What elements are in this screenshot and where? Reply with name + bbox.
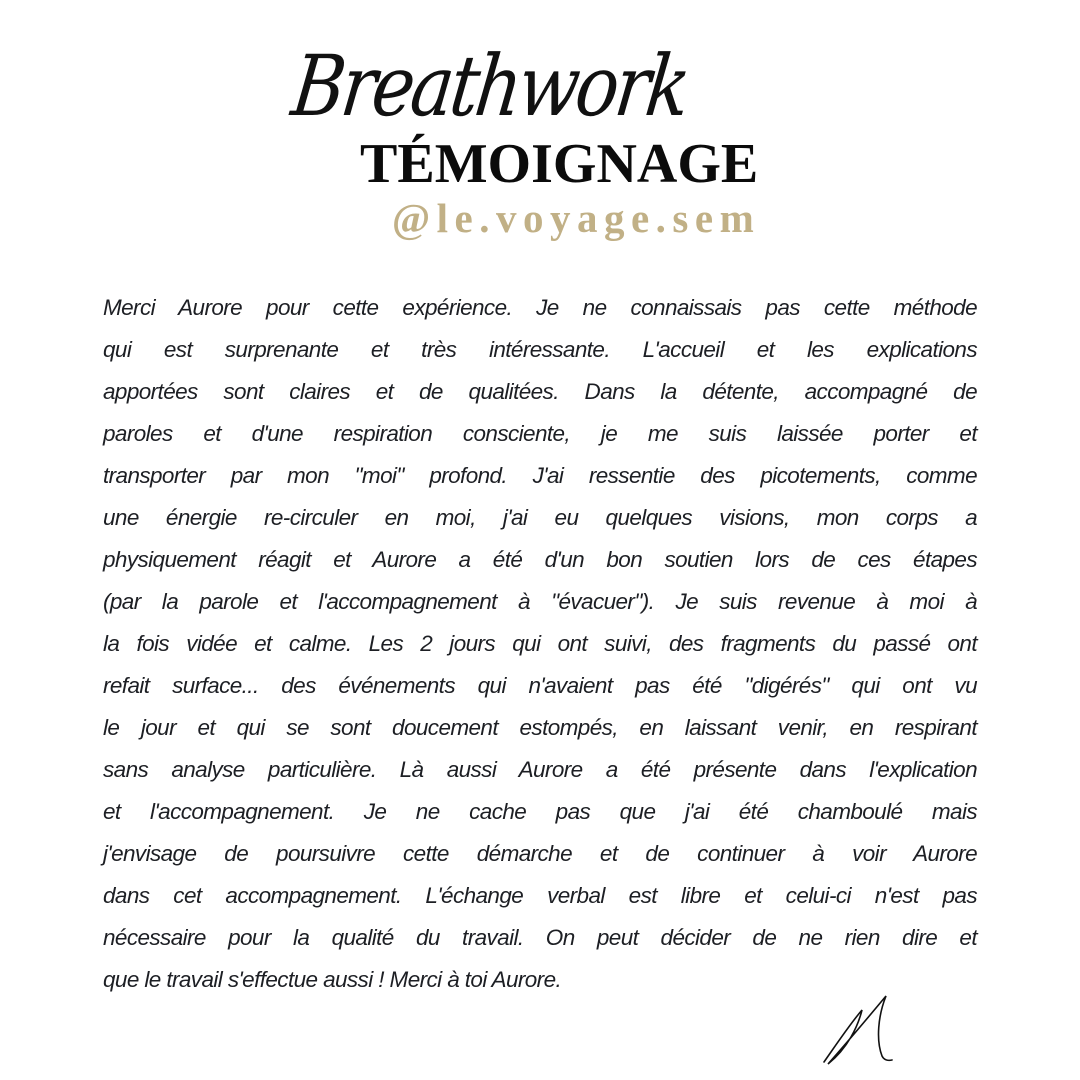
text-line: paroles et d'une respiration consciente, je me suis laissée porter et — [103, 421, 977, 446]
text-line: physiquement réagit et Aurore a été d'un bon soutien lors de ces étapes — [103, 547, 977, 572]
text-line: refait surface... des événements qui n'avaient pas été "digérés" qui ont vu — [103, 673, 977, 698]
text-line: une énergie re-circuler en moi, j'ai eu quelques visions, mon corps a — [103, 505, 977, 530]
instagram-handle: @le.voyage.sem — [392, 195, 761, 241]
script-title: Breathwork — [287, 37, 693, 135]
text-line: dans cet accompagnement. L'échange verbal est libre et celui-ci n'est pas — [103, 883, 977, 908]
signature-icon — [820, 990, 900, 1070]
text-line: la fois vidée et calme. Les 2 jours qui ont suivi, des fragments du passé ont — [103, 631, 977, 656]
text-line: nécessaire pour la qualité du travail. On peut décider de ne rien dire et — [103, 925, 977, 950]
text-line: et l'accompagnement. Je ne cache pas que j'ai été chamboulé mais — [103, 799, 977, 824]
testimonial-text — [103, 287, 977, 1001]
text-line: qui est surprenante et très intéressante. L'accueil et les explications — [103, 337, 977, 362]
text-line: j'envisage de poursuivre cette démarche et de continuer à voir Aurore — [103, 841, 977, 866]
text-line: Merci Aurore pour cette expérience. Je ne connaissais pas cette méthode — [103, 295, 977, 320]
text-line: que le travail s'effectue aussi ! Merci à toi Aurore. — [103, 967, 562, 992]
text-line: (par la parole et l'accompagnement à "évacuer"). Je suis revenue à moi à — [103, 589, 977, 614]
text-line: le jour et qui se sont doucement estompés, en laissant venir, en respirant — [103, 715, 977, 740]
text-line: sans analyse particulière. Là aussi Aurore a été présente dans l'explication — [103, 757, 977, 782]
text-line: apportées sont claires et de qualitées. Dans la détente, accompagné de — [103, 379, 977, 404]
text-line: transporter par mon "moi" profond. J'ai ressentie des picotements, comme — [103, 463, 977, 488]
page-title: TÉMOIGNAGE — [360, 133, 759, 195]
